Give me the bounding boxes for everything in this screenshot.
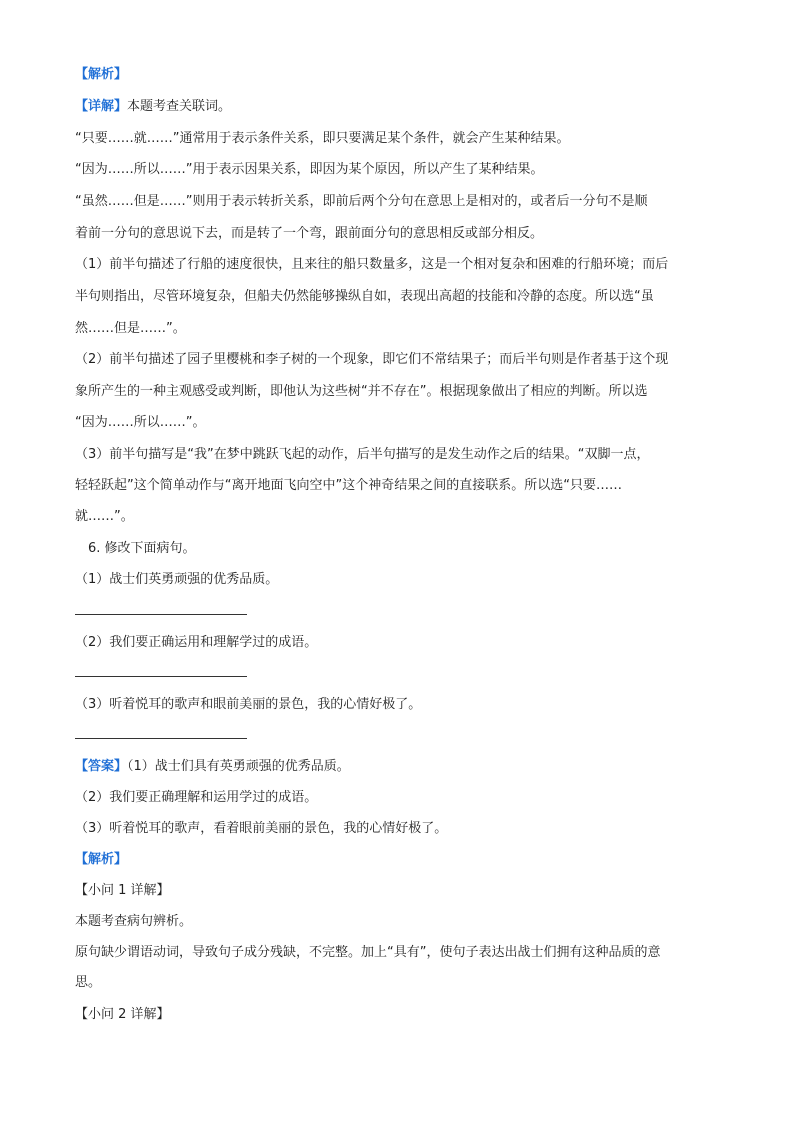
answer-item: （2）我们要正确理解和运用学过的成语。 — [75, 790, 318, 805]
paragraph-line: 象所产生的一种主观感受或判断，即他认为这些树“并不存在”。根据现象做出了相应的判断。所以选 — [75, 384, 648, 399]
answer-blank — [75, 614, 247, 615]
analysis-heading — [75, 66, 725, 84]
answer-line — [75, 758, 725, 776]
answer-text: （1）战士们具有英勇顽强的优秀品质。 — [127, 759, 350, 774]
paragraph-line: 本题考查病句辨析。 — [75, 914, 193, 929]
answer-item: （3）听着悦耳的歌声，看着眼前美丽的景色，我的心情好极了。 — [75, 821, 448, 836]
answer-blank — [75, 738, 247, 739]
analysis-tag: 【解析】 — [75, 67, 128, 82]
question-item: （3）听着悦耳的歌声和眼前美丽的景色，我的心情好极了。 — [75, 697, 422, 712]
paragraph-line: “因为……所以……”用于表示因果关系，即因为某个原因，所以产生了某种结果。 — [75, 162, 544, 177]
detail-text: 本题考查关联词。 — [127, 99, 232, 114]
subquestion-heading: 【小问 2 详解】 — [75, 1007, 170, 1022]
detail-line — [75, 98, 725, 116]
paragraph-line: 思。 — [75, 975, 102, 990]
paragraph-line: （3）前半句描写是“我”在梦中跳跃飞起的动作，后半句描写的是发生动作之后的结果。“双脚一点， — [75, 447, 650, 462]
paragraph-line: （2）前半句描述了园子里樱桃和李子树的一个现象，即它们不常结果子；而后半句则是作者基于这个现 — [75, 352, 669, 367]
answer-tag: 【答案】 — [75, 759, 128, 774]
paragraph-line: 就……”。 — [75, 509, 134, 524]
paragraph-line: （1）前半句描述了行船的速度很快，且来往的船只数量多，这是一个相对复杂和困难的行船环境；而后 — [75, 257, 669, 272]
paragraph-line: 半句则指出，尽管环境复杂，但船夫仍然能够操纵自如，表现出高超的技能和冷静的态度。所以选“虽 — [75, 289, 654, 304]
subquestion-heading: 【小问 1 详解】 — [75, 883, 170, 898]
paragraph-line: 着前一分句的意思说下去，而是转了一个弯，跟前面分句的意思相反或部分相反。 — [75, 226, 544, 241]
question-title: 6. 修改下面病句。 — [88, 541, 196, 556]
paragraph-line: “因为……所以……”。 — [75, 415, 206, 430]
analysis-heading-2 — [75, 851, 725, 869]
question-item: （2）我们要正确运用和理解学过的成语。 — [75, 635, 318, 650]
analysis-tag: 【解析】 — [75, 852, 128, 867]
paragraph-line: 原句缺少谓语动词，导致句子成分残缺，不完整。加上“具有”，使句子表达出战士们拥有这种品质的意 — [75, 945, 661, 960]
answer-blank — [75, 676, 247, 677]
question-item: （1）战士们英勇顽强的优秀品质。 — [75, 572, 279, 587]
detail-tag: 【详解】 — [75, 99, 128, 114]
paragraph-line: 然……但是……”。 — [75, 321, 186, 336]
paragraph-line: “只要……就……”通常用于表示条件关系，即只要满足某个条件，就会产生某种结果。 — [75, 131, 570, 146]
paragraph-line: 轻轻跃起”这个简单动作与“离开地面飞向空中”这个神奇结果之间的直接联系。所以选“只要…… — [75, 478, 622, 493]
paragraph-line: “虽然……但是……”则用于表示转折关系，即前后两个分句在意思上是相对的，或者后一分句不是顺 — [75, 194, 648, 209]
